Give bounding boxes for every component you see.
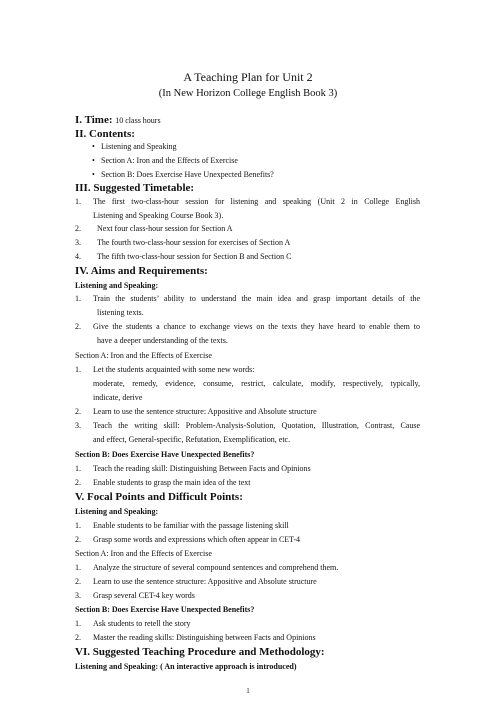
list-number: 2. (75, 577, 81, 586)
aims-section-b-title: Section B: Does Exercise Have Unexpected Benefits? (75, 450, 255, 459)
list-item-line: moderate, remedy, evidence, consume, restrict, calculate, modify, respectively, typically, (93, 379, 420, 388)
list-item-line: Teach the reading skill: Distinguishing Between Facts and Opinions (93, 464, 311, 473)
focal-listening-title: Listening and Speaking: (75, 507, 159, 516)
list-item-line: Grasp some words and expressions which often appear in CET-4 (93, 535, 300, 544)
list-item-line: Give the students a chance to exchange views on the texts they have heard to enable them to (93, 322, 420, 331)
list-item-line: Analyze the structure of several compound sentences and comprehend them. (93, 563, 339, 572)
list-item-line: Grasp several CET-4 key words (93, 591, 195, 600)
page-subtitle: (In New Horizon College English Book 3) (158, 88, 338, 99)
list-number: 4. (75, 252, 81, 261)
aims-listening-title: Listening and Speaking: (75, 281, 159, 290)
aims-heading: IV. Aims and Requirements: (75, 265, 208, 277)
list-item-line: have a deeper understanding of the texts. (97, 336, 228, 345)
time-value: 10 class hours (115, 116, 161, 125)
contents-item: Section A: Iron and the Effects of Exercise (101, 156, 238, 165)
list-item-line: listening texts. (97, 308, 144, 317)
list-item-line: Listening and Speaking Course Book 3). (93, 211, 224, 220)
list-item-line: Let the students acquainted with some new words: (93, 365, 255, 374)
list-item-line: indicate, derive (93, 393, 143, 402)
contents-bullet: • (92, 142, 95, 151)
aims-section-a-title: Section A: Iron and the Effects of Exercise (75, 351, 212, 360)
procedure-heading: VI. Suggested Teaching Procedure and Methodology: (75, 646, 325, 658)
list-number: 2. (75, 322, 81, 331)
list-number: 1. (75, 464, 81, 473)
list-number: 2. (75, 224, 81, 233)
list-item-line: The fifth two-class-hour session for Section B and Section C (97, 252, 292, 261)
list-item-line: The first two-class-hour session for listening and speaking (Unit 2 in College English (93, 197, 420, 206)
list-item-line: and effect, General-specific, Refutation, Exemplification, etc. (93, 435, 291, 444)
list-item-line: The fourth two-class-hour session for exercises of Section A (97, 238, 291, 247)
list-number: 1. (75, 521, 81, 530)
list-number: 2. (75, 407, 81, 416)
list-item-line: Next four class-hour session for Section A (97, 224, 233, 233)
time-heading: I. Time: 10 class hours (75, 114, 161, 126)
timetable-heading: III. Suggested Timetable: (75, 182, 195, 194)
focal-section-a-title: Section A: Iron and the Effects of Exercise (75, 549, 212, 558)
contents-item: Listening and Speaking (101, 142, 177, 151)
list-number: 2. (75, 633, 81, 642)
focal-section-b-title: Section B: Does Exercise Have Unexpected Benefits? (75, 605, 255, 614)
page-title: A Teaching Plan for Unit 2 (183, 70, 313, 84)
contents-bullet: • (92, 156, 95, 165)
list-number: 3. (75, 591, 81, 600)
list-item-line: Teach the writing skill: Problem-Analysis-Solution, Quotation, Illustration, Contrast, Cause (93, 421, 420, 430)
contents-item: Section B: Does Exercise Have Unexpected Benefits? (101, 170, 274, 179)
list-item-line: Master the reading skills: Distinguishing between Facts and Opinions (93, 633, 316, 642)
contents-heading: II. Contents: (75, 128, 135, 140)
list-number: 3. (75, 421, 81, 430)
list-number: 3. (75, 238, 81, 247)
list-number: 2. (75, 478, 81, 487)
list-number: 1. (75, 294, 81, 303)
list-item-line: Enable students to be familiar with the passage listening skill (93, 521, 289, 530)
list-number: 1. (75, 563, 81, 572)
list-item-line: Enable students to grasp the main idea of the text (93, 478, 251, 487)
list-number: 2. (75, 535, 81, 544)
page-number: 1 (246, 687, 250, 695)
procedure-listening-title: Listening and Speaking: ( An interactive approach is introduced) (75, 662, 297, 671)
list-item-line: Train the students’ ability to understand the main idea and grasp important details of the (93, 294, 420, 303)
focal-heading: V. Focal Points and Difficult Points: (75, 491, 243, 503)
contents-bullet: • (92, 170, 95, 179)
list-item-line: Ask students to retell the story (93, 619, 191, 628)
list-number: 1. (75, 197, 81, 206)
list-item-line: Learn to use the sentence structure: Appositive and Absolute structure (93, 577, 317, 586)
list-number: 1. (75, 619, 81, 628)
list-item-line: Learn to use the sentence structure: Appositive and Absolute structure (93, 407, 317, 416)
list-number: 1. (75, 365, 81, 374)
